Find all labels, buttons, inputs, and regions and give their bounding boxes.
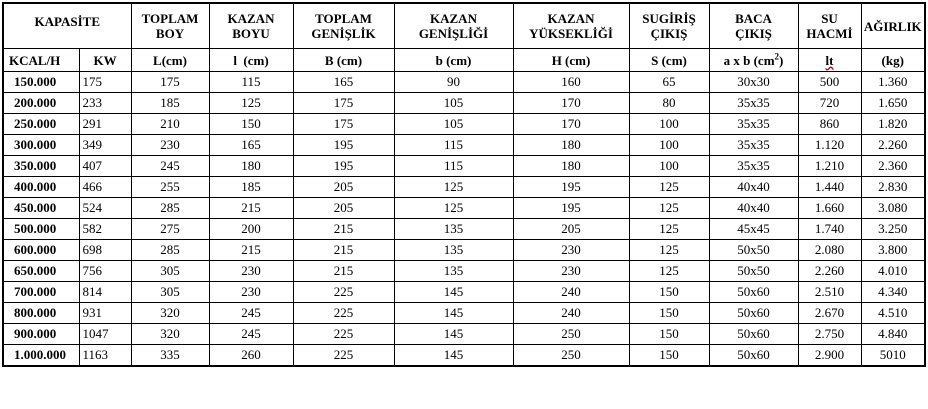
cell-su-hacmi: 860 — [798, 114, 861, 135]
cell-toplam-boy: 285 — [131, 240, 209, 261]
table-row — [3, 156, 925, 177]
cell-kazan-boyu: 115 — [209, 72, 293, 93]
table-row — [3, 240, 925, 261]
cell-kazan-yuksekligi: 170 — [513, 114, 629, 135]
unit-kazan-genisligi: b (cm) — [394, 49, 513, 72]
header-su-hacmi: SU HACMİ — [798, 3, 861, 49]
cell-agirlik: 4.840 — [861, 324, 925, 345]
table-row — [3, 303, 925, 324]
cell-kcal: 1.000.000 — [3, 345, 79, 367]
cell-agirlik: 1.650 — [861, 93, 925, 114]
cell-agirlik: 5010 — [861, 345, 925, 367]
cell-kcal: 900.000 — [3, 324, 79, 345]
cell-agirlik: 3.250 — [861, 219, 925, 240]
cell-kazan-genisligi: 125 — [394, 198, 513, 219]
unit-sugiris: S (cm) — [629, 49, 709, 72]
cell-baca: 45x45 — [709, 219, 798, 240]
cell-agirlik: 1.820 — [861, 114, 925, 135]
unit-agirlik: (kg) — [861, 49, 925, 72]
cell-kazan-genisligi: 115 — [394, 135, 513, 156]
cell-kazan-genisligi: 145 — [394, 282, 513, 303]
unit-kazan-boyu: l (cm) — [209, 49, 293, 72]
cell-toplam-genislik: 215 — [293, 240, 394, 261]
cell-kazan-genisligi: 145 — [394, 303, 513, 324]
table-row — [3, 198, 925, 219]
unit-su-hacmi: lt — [798, 49, 861, 72]
cell-kazan-boyu: 165 — [209, 135, 293, 156]
cell-kazan-boyu: 215 — [209, 198, 293, 219]
table-row — [3, 114, 925, 135]
header-baca-cikis: BACA ÇIKIŞ — [709, 3, 798, 49]
cell-baca: 50x50 — [709, 261, 798, 282]
cell-kazan-genisligi: 145 — [394, 324, 513, 345]
unit-kazan-yuksekligi: H (cm) — [513, 49, 629, 72]
cell-sugiris: 125 — [629, 219, 709, 240]
cell-su-hacmi: 1.440 — [798, 177, 861, 198]
cell-kazan-yuksekligi: 160 — [513, 72, 629, 93]
cell-kcal: 800.000 — [3, 303, 79, 324]
cell-agirlik: 2.260 — [861, 135, 925, 156]
cell-kw: 698 — [79, 240, 131, 261]
cell-toplam-genislik: 225 — [293, 324, 394, 345]
cell-baca: 35x35 — [709, 156, 798, 177]
cell-baca: 50x60 — [709, 345, 798, 367]
header-kazan-boyu: KAZAN BOYU — [209, 3, 293, 49]
cell-agirlik: 4.510 — [861, 303, 925, 324]
table-row — [3, 72, 925, 93]
header-kapasite: KAPASİTE — [3, 3, 131, 49]
cell-agirlik: 4.340 — [861, 282, 925, 303]
cell-agirlik: 4.010 — [861, 261, 925, 282]
cell-kazan-genisligi: 135 — [394, 219, 513, 240]
cell-su-hacmi: 1.120 — [798, 135, 861, 156]
cell-kazan-boyu: 245 — [209, 324, 293, 345]
cell-kcal: 500.000 — [3, 219, 79, 240]
cell-baca: 35x35 — [709, 114, 798, 135]
cell-kazan-yuksekligi: 195 — [513, 198, 629, 219]
cell-sugiris: 125 — [629, 240, 709, 261]
cell-kazan-boyu: 230 — [209, 282, 293, 303]
cell-baca: 50x60 — [709, 282, 798, 303]
cell-toplam-genislik: 165 — [293, 72, 394, 93]
cell-kazan-boyu: 185 — [209, 177, 293, 198]
cell-kw: 233 — [79, 93, 131, 114]
cell-agirlik: 1.360 — [861, 72, 925, 93]
cell-kw: 524 — [79, 198, 131, 219]
header-kazan-yuksekligi: KAZAN YÜKSEKLİĞİ — [513, 3, 629, 49]
cell-baca: 30x30 — [709, 72, 798, 93]
header-sugiris-cikis: SUGİRİŞ ÇIKIŞ — [629, 3, 709, 49]
cell-sugiris: 100 — [629, 114, 709, 135]
cell-toplam-genislik: 225 — [293, 282, 394, 303]
cell-sugiris: 150 — [629, 303, 709, 324]
table-row — [3, 135, 925, 156]
cell-baca: 50x60 — [709, 303, 798, 324]
cell-kw: 349 — [79, 135, 131, 156]
cell-toplam-boy: 175 — [131, 72, 209, 93]
cell-su-hacmi: 2.260 — [798, 261, 861, 282]
cell-kcal: 650.000 — [3, 261, 79, 282]
cell-kazan-yuksekligi: 180 — [513, 135, 629, 156]
cell-kazan-boyu: 260 — [209, 345, 293, 367]
header-toplam-boy: TOPLAM BOY — [131, 3, 209, 49]
cell-kazan-genisligi: 105 — [394, 93, 513, 114]
cell-kw: 291 — [79, 114, 131, 135]
cell-toplam-genislik: 195 — [293, 156, 394, 177]
cell-kazan-yuksekligi: 195 — [513, 177, 629, 198]
cell-sugiris: 150 — [629, 282, 709, 303]
unit-kw: KW — [79, 49, 131, 72]
cell-kcal: 300.000 — [3, 135, 79, 156]
cell-agirlik: 2.830 — [861, 177, 925, 198]
cell-kazan-yuksekligi: 205 — [513, 219, 629, 240]
cell-su-hacmi: 1.660 — [798, 198, 861, 219]
table-row — [3, 93, 925, 114]
cell-toplam-genislik: 195 — [293, 135, 394, 156]
cell-sugiris: 100 — [629, 135, 709, 156]
cell-toplam-boy: 320 — [131, 324, 209, 345]
header-kazan-genisligi: KAZAN GENİŞLİĞİ — [394, 3, 513, 49]
cell-toplam-genislik: 205 — [293, 177, 394, 198]
table-row — [3, 261, 925, 282]
table-row — [3, 219, 925, 240]
cell-baca: 50x50 — [709, 240, 798, 261]
cell-kw: 1163 — [79, 345, 131, 367]
cell-kcal: 600.000 — [3, 240, 79, 261]
cell-kazan-genisligi: 135 — [394, 240, 513, 261]
cell-toplam-genislik: 175 — [293, 114, 394, 135]
cell-kcal: 350.000 — [3, 156, 79, 177]
cell-toplam-genislik: 225 — [293, 303, 394, 324]
cell-kw: 407 — [79, 156, 131, 177]
header-agirlik: AĞIRLIK — [861, 3, 925, 49]
cell-toplam-boy: 185 — [131, 93, 209, 114]
cell-kazan-genisligi: 115 — [394, 156, 513, 177]
cell-sugiris: 65 — [629, 72, 709, 93]
header-toplam-genislik: TOPLAM GENİŞLİK — [293, 3, 394, 49]
cell-kw: 1047 — [79, 324, 131, 345]
cell-kazan-yuksekligi: 180 — [513, 156, 629, 177]
unit-toplam-boy: L(cm) — [131, 49, 209, 72]
cell-toplam-genislik: 215 — [293, 219, 394, 240]
cell-toplam-boy: 245 — [131, 156, 209, 177]
cell-toplam-boy: 305 — [131, 282, 209, 303]
cell-agirlik: 3.080 — [861, 198, 925, 219]
cell-kw: 582 — [79, 219, 131, 240]
table-row — [3, 282, 925, 303]
header-row-units — [3, 49, 925, 72]
cell-sugiris: 100 — [629, 156, 709, 177]
cell-kw: 466 — [79, 177, 131, 198]
cell-su-hacmi: 1.210 — [798, 156, 861, 177]
cell-kazan-yuksekligi: 250 — [513, 345, 629, 367]
cell-toplam-boy: 210 — [131, 114, 209, 135]
cell-kazan-boyu: 180 — [209, 156, 293, 177]
cell-baca: 50x60 — [709, 324, 798, 345]
cell-toplam-genislik: 205 — [293, 198, 394, 219]
table-row — [3, 324, 925, 345]
table-row — [3, 177, 925, 198]
cell-su-hacmi: 2.670 — [798, 303, 861, 324]
cell-agirlik: 2.360 — [861, 156, 925, 177]
cell-kcal: 250.000 — [3, 114, 79, 135]
cell-toplam-boy: 255 — [131, 177, 209, 198]
cell-kcal: 200.000 — [3, 93, 79, 114]
cell-kazan-genisligi: 135 — [394, 261, 513, 282]
cell-su-hacmi: 2.510 — [798, 282, 861, 303]
unit-baca: a x b $(cm^2)$ — [709, 49, 798, 72]
cell-kw: 931 — [79, 303, 131, 324]
unit-kcal: KCAL/H — [3, 49, 79, 72]
cell-toplam-boy: 320 — [131, 303, 209, 324]
cell-toplam-boy: 305 — [131, 261, 209, 282]
cell-baca: 35x35 — [709, 93, 798, 114]
unit-toplam-genislik: B (cm) — [293, 49, 394, 72]
cell-kcal: 400.000 — [3, 177, 79, 198]
cell-baca: 40x40 — [709, 177, 798, 198]
cell-kazan-boyu: 245 — [209, 303, 293, 324]
cell-kcal: 450.000 — [3, 198, 79, 219]
cell-kazan-genisligi: 90 — [394, 72, 513, 93]
cell-su-hacmi: 720 — [798, 93, 861, 114]
cell-toplam-genislik: 175 — [293, 93, 394, 114]
cell-su-hacmi: 500 — [798, 72, 861, 93]
cell-toplam-boy: 230 — [131, 135, 209, 156]
table-row — [3, 345, 925, 367]
cell-sugiris: 150 — [629, 345, 709, 367]
cell-kazan-yuksekligi: 230 — [513, 240, 629, 261]
cell-kw: 814 — [79, 282, 131, 303]
cell-baca: 40x40 — [709, 198, 798, 219]
cell-kazan-boyu: 200 — [209, 219, 293, 240]
cell-sugiris: 125 — [629, 177, 709, 198]
cell-kw: 756 — [79, 261, 131, 282]
spec-table-body — [3, 72, 925, 367]
cell-kazan-boyu: 125 — [209, 93, 293, 114]
cell-su-hacmi: 2.900 — [798, 345, 861, 367]
cell-kazan-genisligi: 145 — [394, 345, 513, 367]
cell-su-hacmi: 2.080 — [798, 240, 861, 261]
cell-sugiris: 125 — [629, 198, 709, 219]
cell-su-hacmi: 1.740 — [798, 219, 861, 240]
cell-kazan-yuksekligi: 240 — [513, 303, 629, 324]
cell-toplam-genislik: 215 — [293, 261, 394, 282]
cell-toplam-boy: 285 — [131, 198, 209, 219]
cell-su-hacmi: 2.750 — [798, 324, 861, 345]
cell-toplam-genislik: 225 — [293, 345, 394, 367]
cell-toplam-boy: 275 — [131, 219, 209, 240]
boiler-spec-table — [2, 2, 926, 367]
cell-kazan-yuksekligi: 170 — [513, 93, 629, 114]
cell-baca: 35x35 — [709, 135, 798, 156]
cell-kazan-yuksekligi: 250 — [513, 324, 629, 345]
cell-agirlik: 3.800 — [861, 240, 925, 261]
cell-sugiris: 150 — [629, 324, 709, 345]
cell-kazan-genisligi: 125 — [394, 177, 513, 198]
cell-kazan-boyu: 215 — [209, 240, 293, 261]
cell-kazan-yuksekligi: 240 — [513, 282, 629, 303]
cell-sugiris: 125 — [629, 261, 709, 282]
cell-kcal: 700.000 — [3, 282, 79, 303]
cell-kw: 175 — [79, 72, 131, 93]
cell-kazan-genisligi: 105 — [394, 114, 513, 135]
cell-toplam-boy: 335 — [131, 345, 209, 367]
cell-kazan-boyu: 150 — [209, 114, 293, 135]
cell-kazan-boyu: 230 — [209, 261, 293, 282]
header-row-titles — [3, 3, 925, 49]
cell-kazan-yuksekligi: 230 — [513, 261, 629, 282]
cell-sugiris: 80 — [629, 93, 709, 114]
cell-kcal: 150.000 — [3, 72, 79, 93]
